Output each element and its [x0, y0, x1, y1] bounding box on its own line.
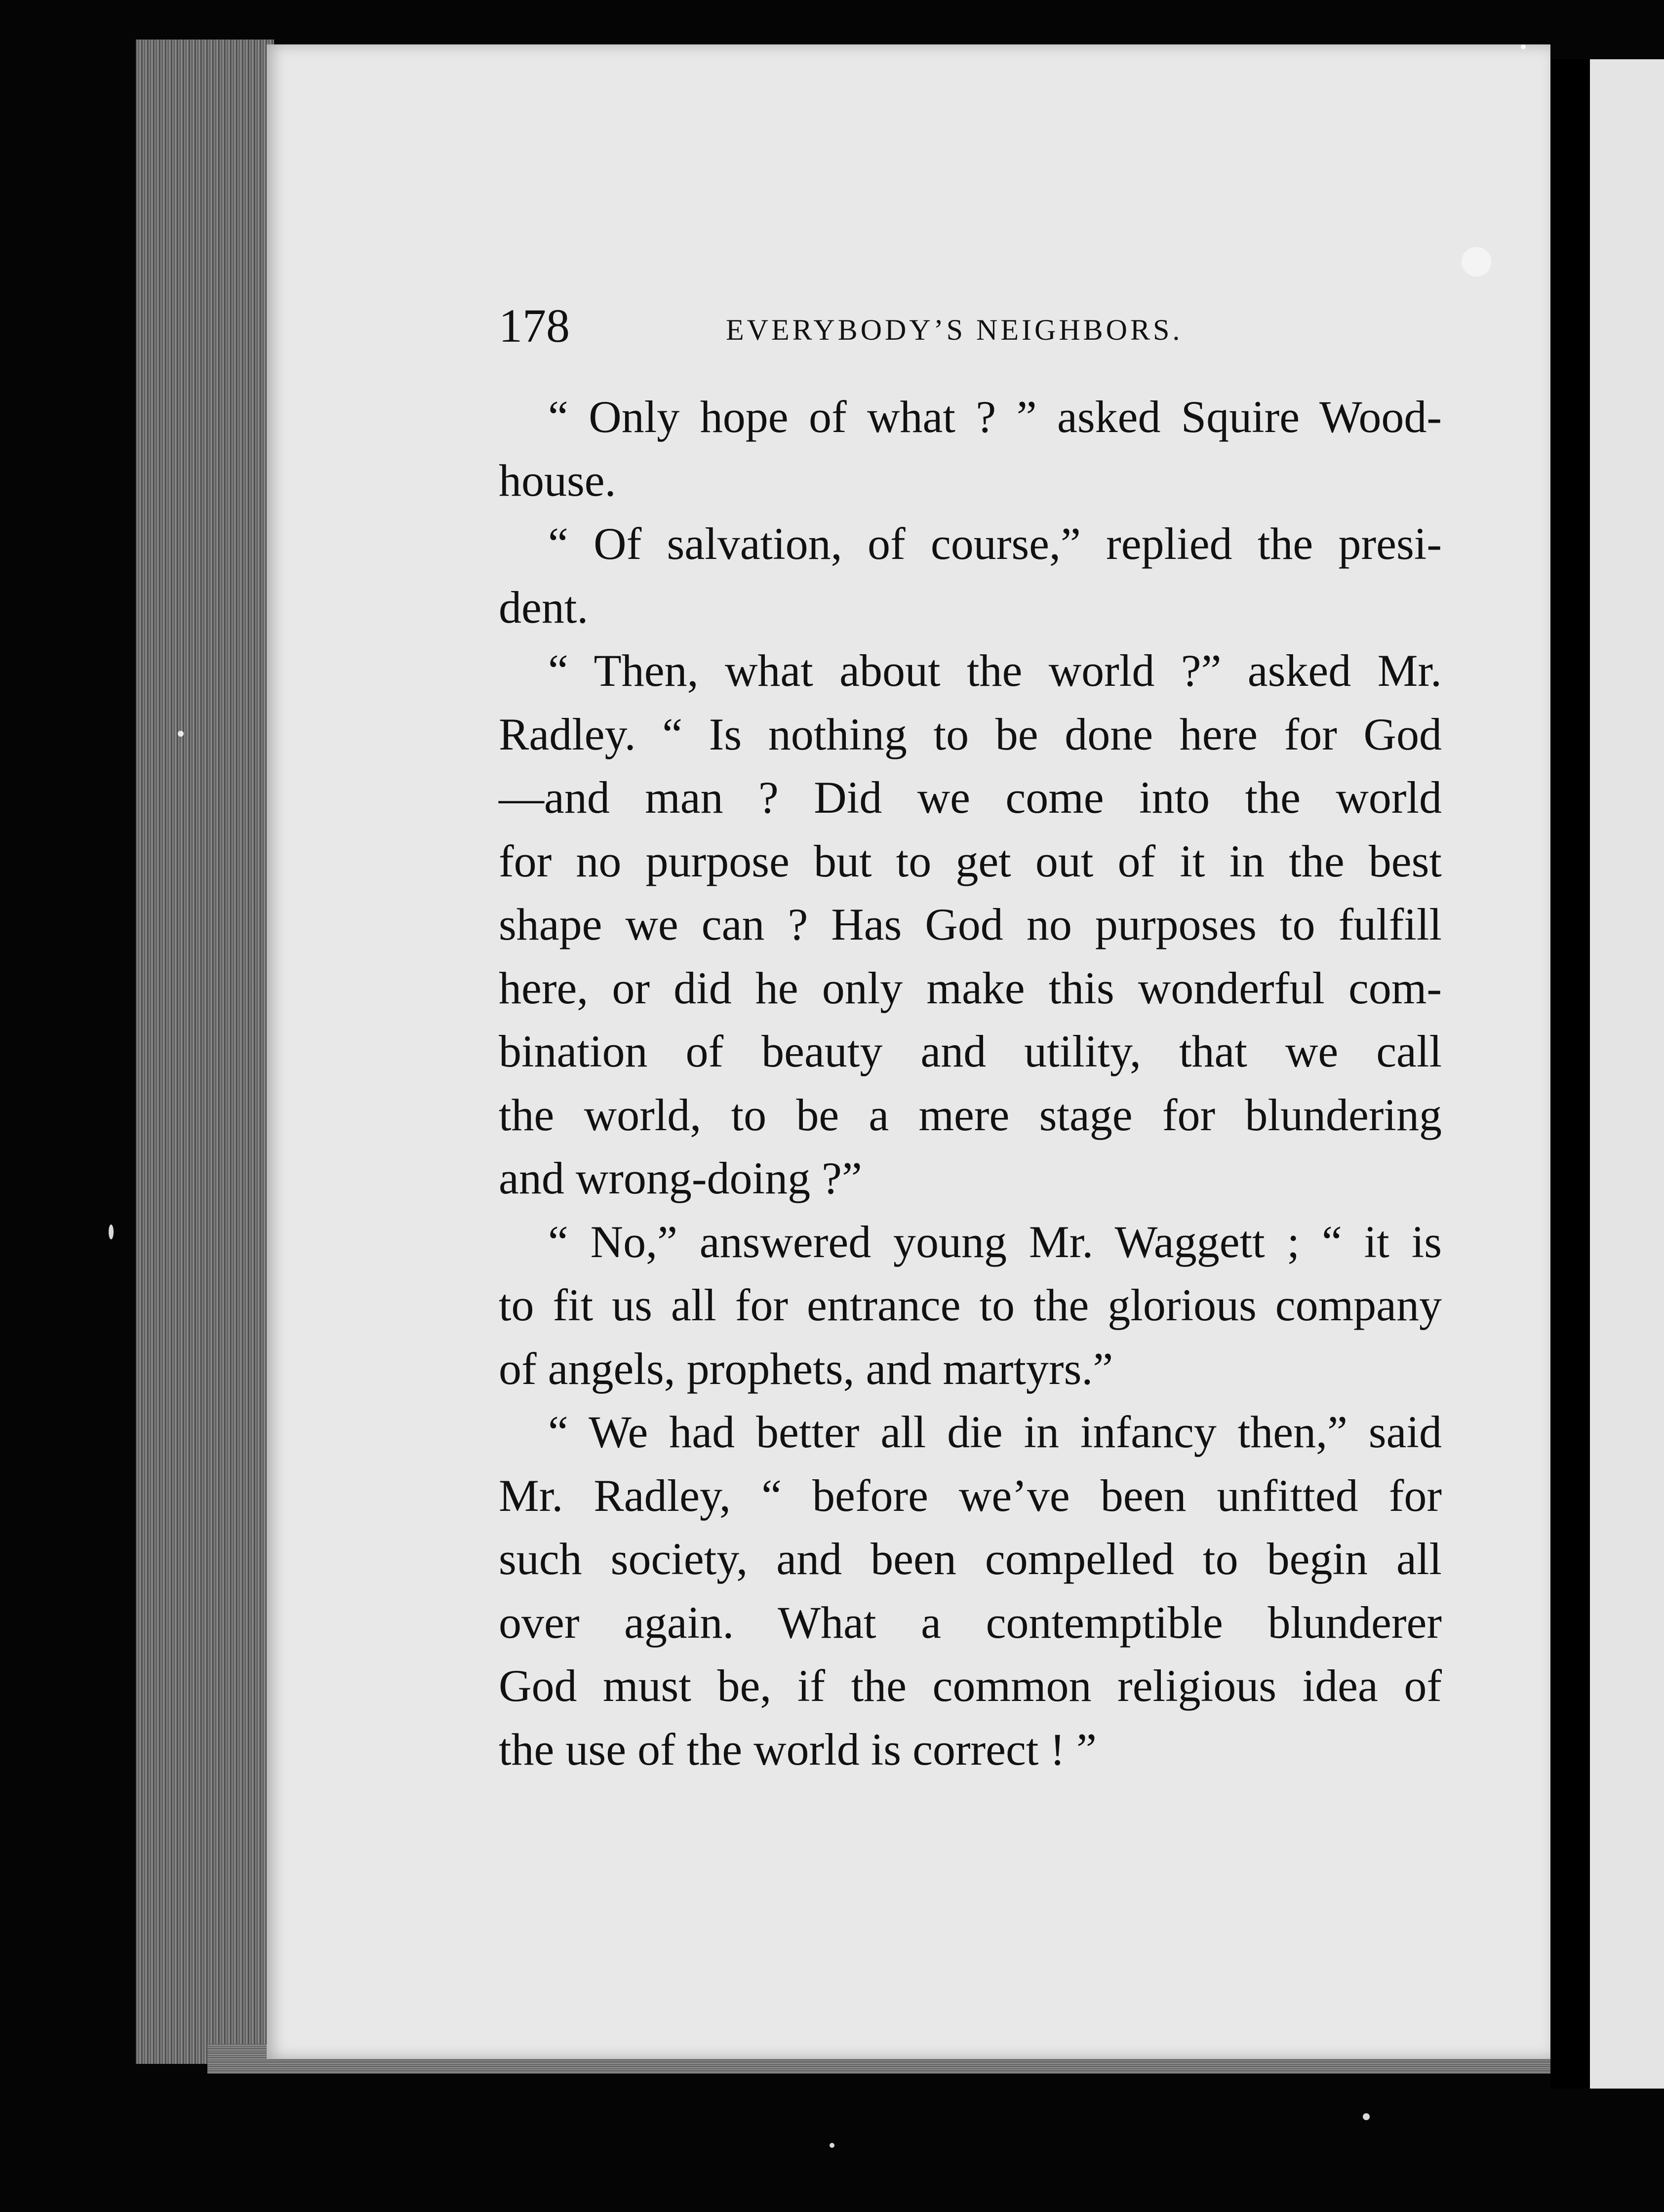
text-line: over again. What a contemptible blunderer	[499, 1597, 1442, 1648]
text-line: God must be, if the common religious idea of	[499, 1660, 1442, 1711]
page-number: 178	[499, 299, 570, 352]
text-line: “ We had better all die in infancy then,” said	[548, 1407, 1442, 1457]
text-line: bination of beauty and utility, that we call	[499, 1026, 1442, 1076]
page-gutter	[1550, 59, 1590, 2089]
dust-speck	[1363, 2113, 1370, 2120]
text-line: “ No,” answered young Mr. Waggett ; “ it is	[548, 1216, 1442, 1267]
dust-speck	[178, 731, 184, 737]
dust-speck	[1521, 44, 1526, 49]
text-line: “ Of salvation, of course,” replied the presi-	[548, 518, 1442, 569]
text-line: the world, to be a mere stage for blundering	[499, 1089, 1442, 1140]
text-line: “ Only hope of what ? ” asked Squire Wood-	[548, 392, 1442, 442]
text-line: of angels, prophets, and martyrs.”	[499, 1343, 1113, 1394]
book-page-edges	[136, 40, 274, 2064]
dust-speck	[1462, 247, 1491, 276]
text-line: for no purpose but to get out of it in the best	[499, 835, 1442, 886]
facing-page-edge	[1590, 59, 1664, 2089]
running-title: EVERYBODY’S NEIGHBORS.	[726, 314, 1183, 346]
text-line: dent.	[499, 582, 589, 632]
text-line: shape we can ? Has God no purposes to fulfill	[499, 899, 1442, 949]
text-line: Mr. Radley, “ before we’ve been unfitted for	[499, 1470, 1442, 1521]
text-line: such society, and been compelled to begin all	[499, 1534, 1442, 1584]
text-line: and wrong-doing ?”	[499, 1153, 862, 1203]
text-line: house.	[499, 455, 616, 506]
running-head	[499, 296, 1442, 356]
text-line: “ Then, what about the world ?” asked Mr.	[548, 645, 1442, 696]
body-text	[499, 385, 1442, 1781]
text-line: the use of the world is correct ! ”	[499, 1724, 1097, 1775]
dust-speck	[830, 2143, 834, 2148]
text-line: here, or did he only make this wonderful com-	[499, 962, 1442, 1013]
text-line: —and man ? Did we come into the world	[499, 772, 1442, 823]
text-line: Radley. “ Is nothing to be done here for God	[499, 709, 1442, 759]
dust-speck	[109, 1224, 114, 1239]
text-line: to fit us all for entrance to the glorious company	[499, 1280, 1442, 1330]
